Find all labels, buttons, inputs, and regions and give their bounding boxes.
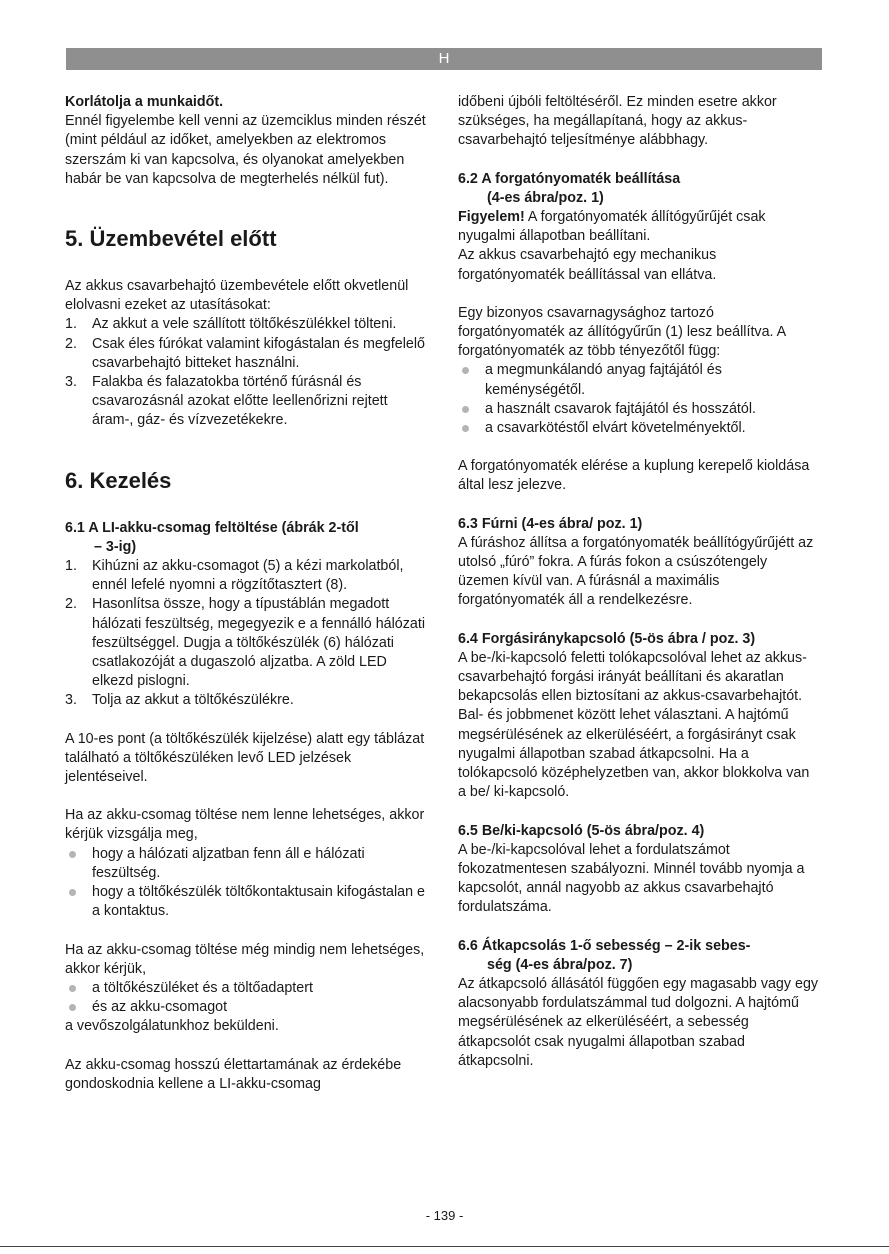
section-6-4-text: A be-/ki-kapcsoló feletti tolókapcsolóval lehet az akkus-csavarbehajtó forgási irányát beállítani és akaratlan bekapcsolás ellen biztosítani az akkus-csavarbehajtót. Bal- és jobbmenet között lehet választani. A hajtómű megsérülésének az elkerüléséért, a forgásirányt csak nyugalmi állapotban szabad átkapcsolni. Ha a tolókapcsoló középhelyzetben van, akkor blokkolva van a be/ ki-kapcsoló. (458, 649, 810, 801)
section-6-4-title: 6.4 Forgásiránykapcsoló (5-ös ábra / poz. 3) (458, 630, 756, 647)
item-text: a töltőkészüléket és a töltőadaptert (92, 979, 313, 996)
item-text: Az akkut a vele szállított töltőkészülékkel tölteni. (92, 316, 397, 333)
bullet-icon (462, 367, 469, 374)
list-item (65, 315, 427, 334)
section-6-5-text: A be-/ki-kapcsolóval lehet a fordulatszámot fokozatmentesen szabályozni. Minnél tovább nyomja a kapcsolót, annál nagyobb az akkus csavarbehajtó fordulatszáma. (458, 841, 805, 916)
section-6-6-title-line1: 6.6 Átkapcsolás 1-ő sebesség – 2-ik sebes- (458, 937, 751, 954)
language-code: H (438, 50, 450, 67)
charging-check-paragraph: Ha az akku-csomag töltése nem lenne lehetséges, akkor kérjük vizsgálja meg, (65, 807, 425, 843)
list-item (458, 361, 820, 399)
item-text: hogy a töltőkészülék töltőkontaktusain kifogástalan e a kontaktus. (92, 884, 426, 920)
bullet-icon (462, 406, 469, 413)
list-item (65, 335, 427, 373)
bullet-icon (69, 985, 76, 992)
torque-factors-list (458, 361, 820, 438)
list-item (458, 400, 820, 419)
item-text: a megmunkálandó anyag fajtájától és keménységétől. (485, 362, 722, 398)
item-text: hogy a hálózati aljzatban fenn áll e hálózati feszültség. (92, 845, 365, 881)
left-column (65, 93, 427, 1094)
charging-check-list (65, 845, 427, 922)
send-in-list (65, 979, 427, 1017)
section-6-3-title: 6.3 Fúrni (4-es ábra/ poz. 1) (458, 515, 643, 532)
list-item (65, 845, 427, 883)
torque-factors-intro: Egy bizonyos csavarnagysághoz tartozó forgatónyomaték az állítógyűrűn (1) lesz beállítva. A forgatónyomaték az több tényezőtől függ: (458, 304, 786, 360)
section-6-6-title (458, 937, 820, 975)
item-text: Kihúzni az akku-csomagot (5) a kézi markolatból, ennél lefelé nyomni a rögzítőtasztert (8). (92, 558, 404, 594)
item-text: és az akku-csomagot (92, 999, 228, 1016)
item-text: a használt csavarok fajtájától és hosszától. (485, 400, 756, 417)
list-item (65, 373, 427, 431)
item-number: 2. (65, 335, 77, 352)
section-5-title: 5. Üzembevétel előtt (65, 226, 277, 252)
bullet-icon (462, 425, 469, 432)
item-number: 1. (65, 558, 77, 575)
battery-life-paragraph: Az akku-csomag hosszú élettartamának az érdekébe gondoskodnia kellene a LI-akku-csomag (65, 1056, 402, 1092)
torque-clutch-text: A forgatónyomaték elérése a kuplung kerepelő kioldása által lesz jelezve. (458, 458, 810, 494)
item-text: Tolja az akkut a töltőkészülékre. (92, 692, 294, 709)
page-number: - 139 - (425, 1208, 464, 1223)
send-in-tail: a vevőszolgálatunkhoz beküldeni. (65, 1018, 279, 1035)
section-6-6-title-line2: ség (4-es ábra/poz. 7) (487, 956, 633, 973)
section-6-5-title: 6.5 Be/ki-kapcsoló (5-ös ábra/poz. 4) (458, 822, 705, 839)
warning-label: Figyelem! (458, 209, 525, 226)
section-6-2-title-line2: (4-es ábra/poz. 1) (487, 189, 604, 206)
item-text: Falakba és falazatokba történő fúrásnál és csavarozásnál azokat előtte leellenőrizni rejtett áram-, gáz- és vízvezetékekre. (92, 374, 388, 429)
item-number: 3. (65, 692, 77, 709)
section-5-list (65, 315, 427, 430)
send-in-paragraph: Ha az akku-csomag töltése még mindig nem lehetséges, akkor kérjük, (65, 941, 425, 977)
item-number: 2. (65, 596, 77, 613)
bullet-icon (69, 889, 76, 896)
intro-text: Ennél figyelembe kell venni az üzemciklus minden részét (mint például az időket, amelyekben az elektromos szerszám ki van kapcsolva, és olyanokat amelyekben habár be van kapcsolva de megterhelés nélkül fut). (65, 113, 426, 187)
torque-warning (458, 208, 820, 246)
section-6-1-title (65, 519, 427, 557)
footer-rule (0, 1246, 889, 1247)
section-6-2-title-line1: 6.2 A forgatónyomaték beállítása (458, 170, 681, 187)
list-item (65, 691, 427, 710)
list-item (65, 557, 427, 595)
right-column (458, 93, 820, 1071)
section-6-2-title (458, 170, 820, 208)
list-item (65, 883, 427, 921)
section-6-1-title-line2: – 3-ig) (94, 538, 137, 555)
item-text: Csak éles fúrókat valamint kifogástalan és megfelelő csavarbehajtó bitteket használni. (92, 335, 425, 371)
list-item (65, 595, 427, 691)
section-5-intro: Az akkus csavarbehajtó üzembevétele előtt okvetlenül elolvasni ezeket az utasításokat: (65, 278, 409, 314)
continued-text: időbeni újbóli feltöltéséről. Ez minden esetre akkor szükséges, ha megállapítaná, hogy az akkus-csavarbehajtó teljesítménye alábbhagy. (458, 94, 777, 149)
section-6-1-title-line1: 6.1 A LI-akku-csomag feltöltése (ábrák 2-től (65, 519, 359, 536)
section-6-6-text: Az átkapcsoló állásától függően egy magasabb vagy egy alacsonyabb fordulatszámmal tud dolgozni. A hajtómű megsérülésének az elkerüléséért, a sebesség átkapcsolót csak nyugalmi állapotban szabad átkapcsolni. (458, 975, 819, 1069)
bullet-icon (69, 1004, 76, 1011)
section-6-3-text: A fúráshoz állítsa a forgatónyomaték beállítógyűrűjétt az utolsó „fúró” fokra. A fúrás fokon a csúszótengely üzemen kívül van. A fúrásnál a maximális forgatónyomaték áll a rendelkezésre. (458, 534, 814, 609)
item-text: Hasonlítsa össze, hogy a típustáblán megadott hálózati feszültség, megegyezik e a fennálló hálózati feszültséggel. Dugja a töltőkészülék (6) hálózati csatlakozóját a dugaszoló aljzatba. A zöld LED elkezd pislogni. (92, 596, 426, 690)
list-item (458, 419, 820, 438)
list-item (65, 998, 427, 1017)
bullet-icon (69, 851, 76, 858)
intro-title: Korlátolja a munkaidőt. (65, 94, 224, 110)
warning-text: A forgatónyomaték állítógyűrűjét csak nyugalmi állapotban beállítani. (458, 209, 766, 245)
section-6-1-list (65, 557, 427, 711)
item-number: 3. (65, 374, 77, 391)
item-text: a csavarkötéstől elvárt követelményektől. (485, 420, 746, 437)
led-table-paragraph: A 10-es pont (a töltőkészülék kijelzése) alatt egy táblázat található a töltőkészüléken levő LED jelzések jelentéseivel. (65, 730, 425, 786)
item-number: 1. (65, 316, 77, 333)
section-6-title: 6. Kezelés (65, 467, 172, 493)
list-item (65, 979, 427, 998)
language-header-bar (66, 48, 822, 70)
torque-mechanism-text: Az akkus csavarbehajtó egy mechanikus forgatónyomaték beállítással van ellátva. (458, 247, 717, 283)
